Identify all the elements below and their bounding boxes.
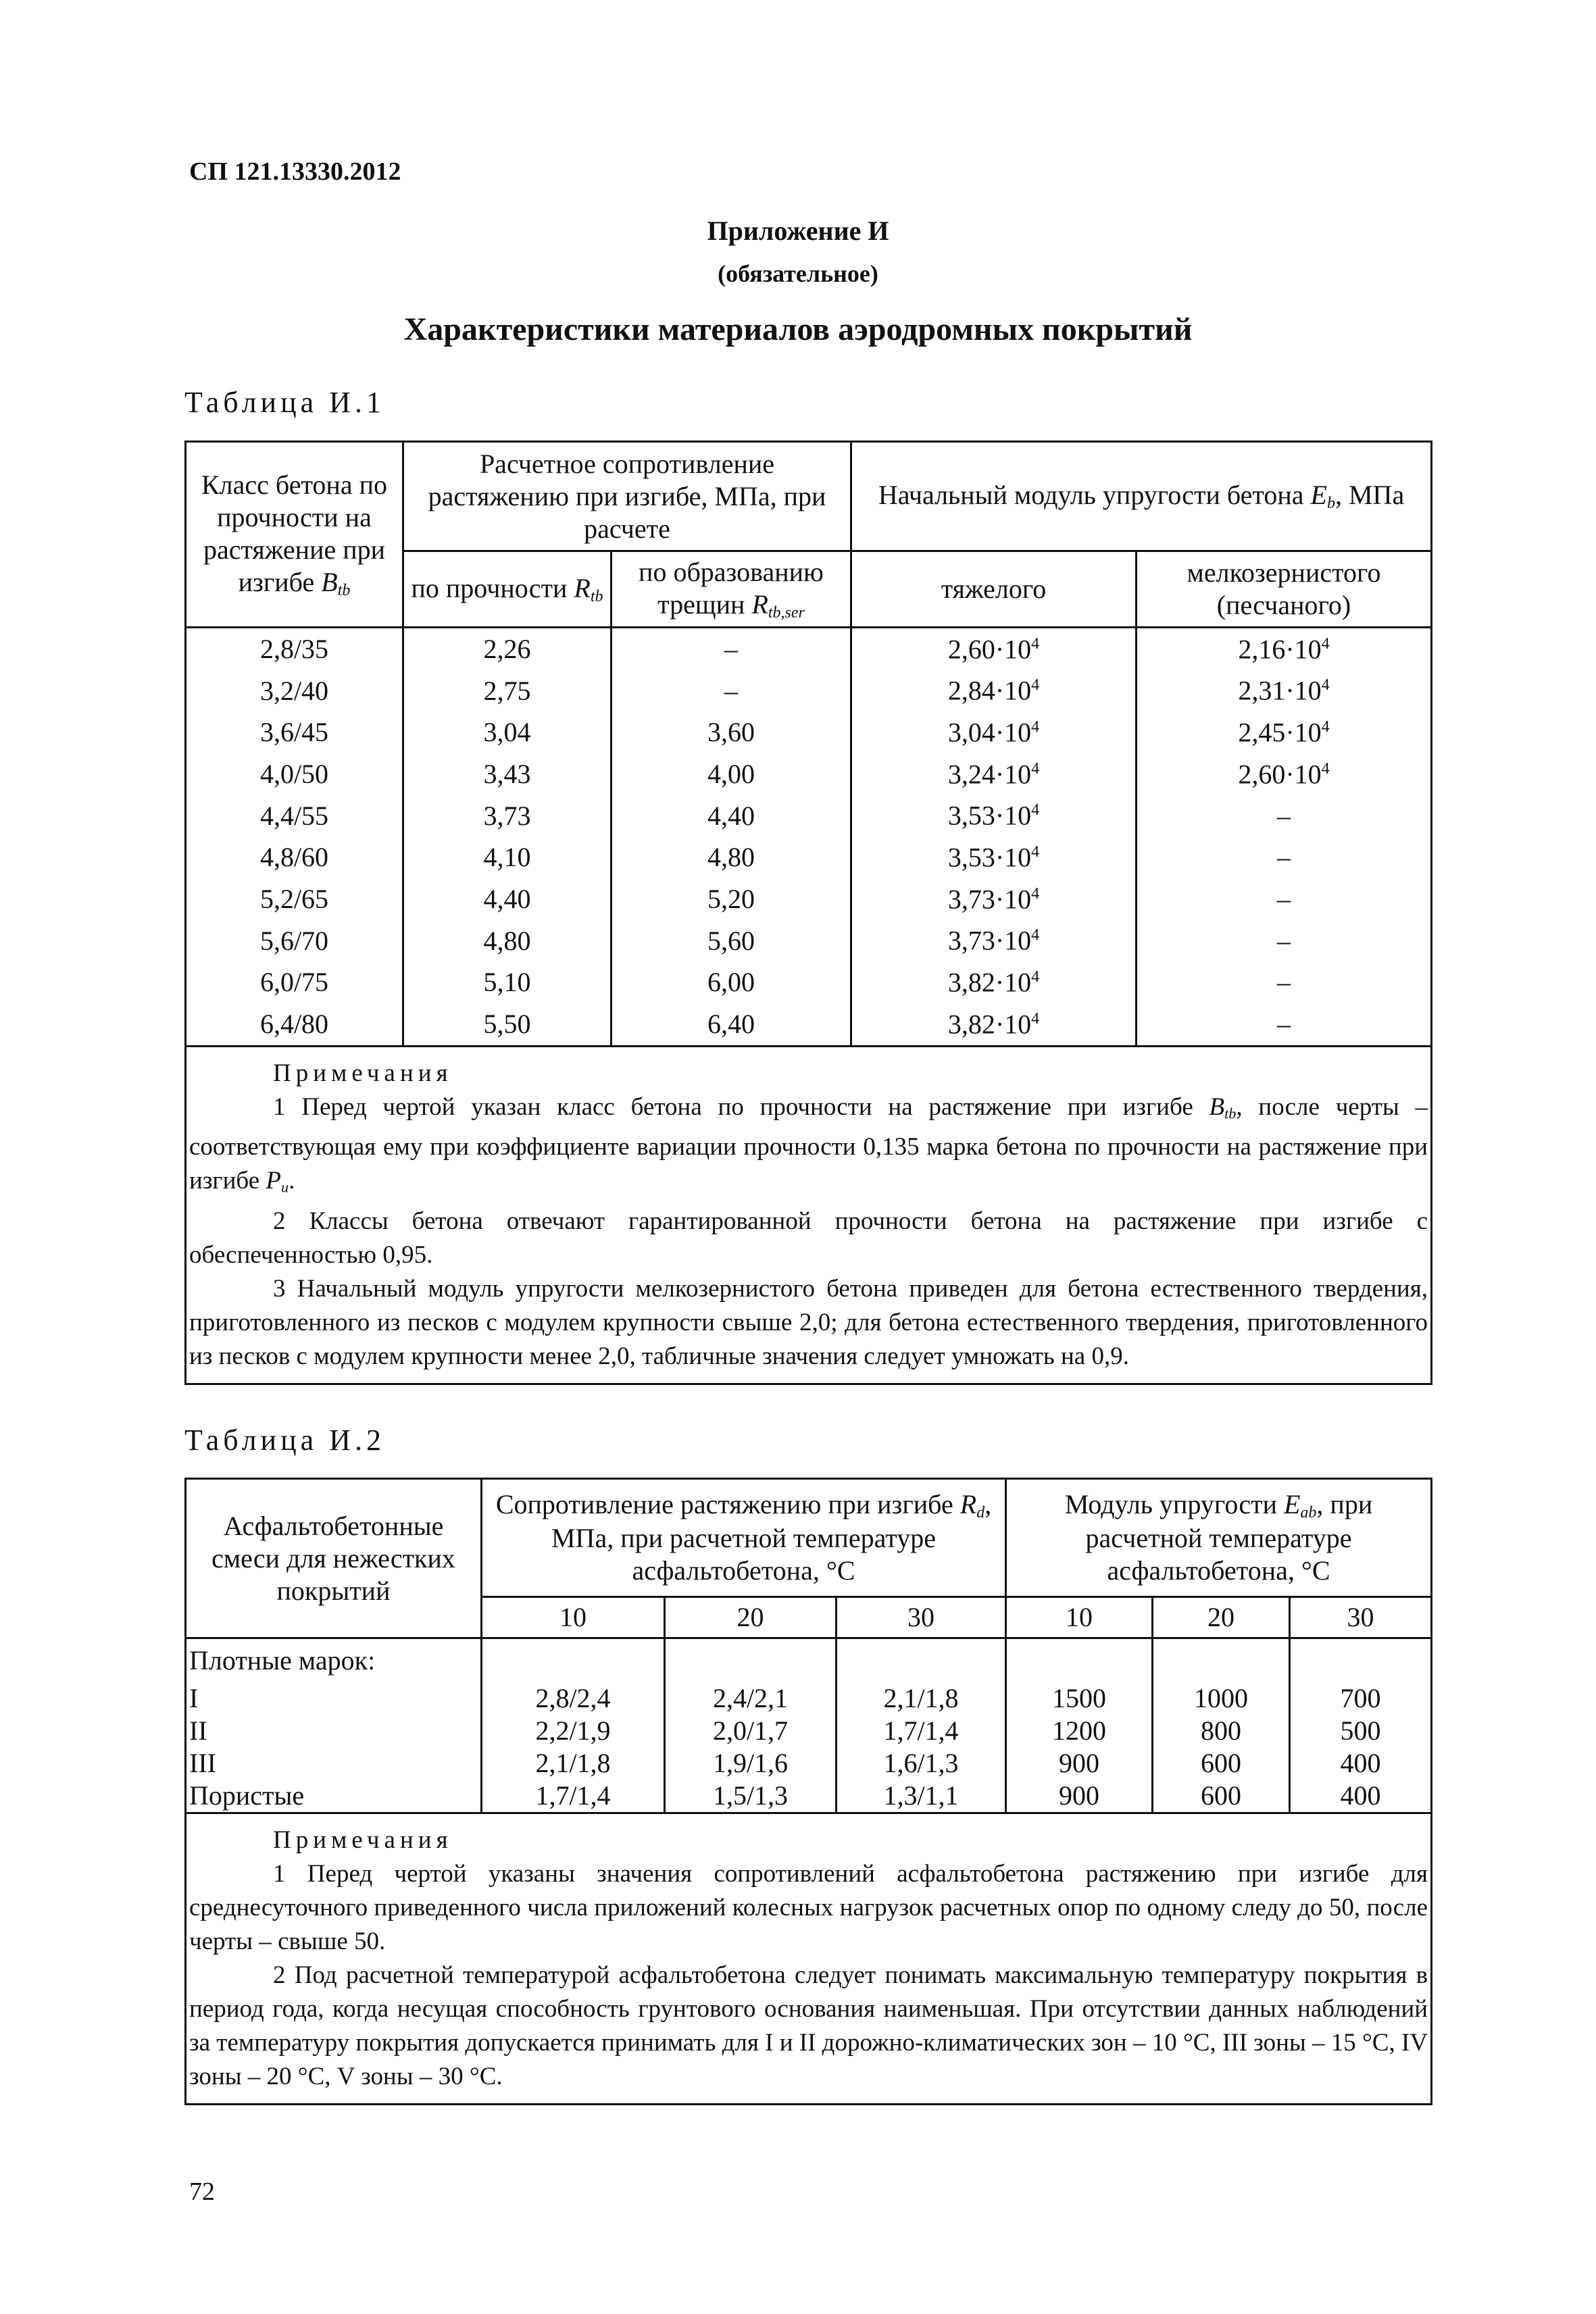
cell-rtb: 2,26 <box>403 628 612 670</box>
exponent: 4 <box>1031 968 1040 986</box>
exponent: 4 <box>1031 1009 1040 1028</box>
cell-rtb: 4,10 <box>403 836 612 878</box>
cell-value: 1,7/1,4 <box>837 1715 1006 1747</box>
cell-rtb: 4,80 <box>403 920 612 962</box>
value: – <box>1277 1009 1291 1040</box>
cell-heavy <box>851 795 1137 837</box>
cell-rtb: 3,73 <box>403 795 612 837</box>
table2-notes <box>186 1813 1432 2105</box>
header-tensile-resistance <box>482 1479 1006 1597</box>
cell-value: 500 <box>1290 1715 1432 1747</box>
table-row <box>186 1638 1432 1683</box>
cell-fine <box>1137 795 1432 837</box>
exponent: 4 <box>1321 759 1330 778</box>
cell-fine <box>1137 836 1432 878</box>
cell-value: 1500 <box>1006 1682 1153 1715</box>
cell-value: 2,1/1,8 <box>482 1747 665 1780</box>
note-var: B <box>1209 1092 1225 1121</box>
note-text: 2 Под расчетной температурой асфальтобетона следует понимать максимальную температуру покрытия в период года, когда несущая способность грунтового основания наименьшая. При отсутствии данных наблюдений за температуру покрытия допускается принимать для I и II дорожно-климатических зон – 10 °С, III зоны – 15 °С, IV зоны – 20 °С, V зоны – 30 °С. <box>189 1961 1428 2090</box>
note-item <box>189 1959 1428 2094</box>
header-text: , при расчетной температуре асфальтобетона, °С <box>1085 1488 1373 1586</box>
table2-caption: Таблица И.2 <box>184 1424 385 1457</box>
cell-value: 400 <box>1290 1780 1432 1813</box>
note-sub: tb <box>1224 1105 1237 1122</box>
header-fine-grained: мелкозернистого (песчаного) <box>1137 551 1432 628</box>
header-text: по прочности <box>411 572 574 603</box>
header-elastic-modulus <box>851 442 1432 551</box>
sub: ab <box>1300 1503 1317 1521</box>
cell-value: 1200 <box>1006 1715 1153 1747</box>
cell-value: 900 <box>1006 1747 1153 1780</box>
header-text: Класс бетона по прочности на растяжение при изгибе <box>201 469 387 597</box>
exponent: 4 <box>1031 676 1040 695</box>
value: 3,73·10 <box>947 925 1032 956</box>
exponent: 4 <box>1321 718 1330 736</box>
note-text: 2 Классы бетона отвечают гарантированной прочности бетона на растяжение при изгибе с обеспеченностью 0,95. <box>189 1207 1428 1269</box>
value: 2,84·10 <box>947 675 1032 706</box>
cell-rtb: 3,04 <box>403 711 612 753</box>
cell-value: 2,2/1,9 <box>482 1715 665 1747</box>
note-item <box>189 1090 1428 1205</box>
note-text: , после черты – соответствующая ему при коэффициенте вариации прочности 0,135 марка бетона по прочности на растяжение при изгибе <box>189 1092 1428 1195</box>
header-design-resistance: Расчетное сопротивление растяжению при изгибе, МПа, при расчете <box>403 442 851 551</box>
cell-rtb: 4,40 <box>403 878 612 920</box>
sub: d <box>976 1503 985 1521</box>
appendix-title: Приложение И <box>707 216 889 246</box>
header-elastic-modulus <box>1006 1479 1432 1597</box>
table-row <box>186 920 1432 962</box>
cell-value <box>1290 1638 1432 1683</box>
cell-value: 400 <box>1290 1747 1432 1780</box>
cell-heavy <box>851 670 1137 712</box>
value: – <box>1277 883 1291 914</box>
table-row <box>186 1747 1432 1780</box>
exponent: 4 <box>1031 884 1040 903</box>
value: – <box>1277 842 1291 873</box>
value: – <box>1277 925 1291 956</box>
table-row <box>186 1003 1432 1046</box>
cell-rtb: 2,75 <box>403 670 612 712</box>
value: 2,16·10 <box>1238 634 1322 665</box>
note-sub: u <box>281 1178 289 1196</box>
cell-rtbser: 6,00 <box>612 962 851 1004</box>
cell-class: 3,2/40 <box>186 670 403 712</box>
exponent: 4 <box>1031 801 1040 820</box>
page-title: Характеристики материалов аэродромных покрытий <box>403 311 1193 347</box>
document-code: СП 121.13330.2012 <box>189 157 401 186</box>
cell-fine <box>1137 962 1432 1004</box>
value: 3,04·10 <box>947 717 1032 748</box>
cell-value: 600 <box>1153 1780 1290 1813</box>
note-text: 1 Перед чертой указан класс бетона по прочности на растяжение при изгибе <box>273 1092 1210 1121</box>
cell-class: 5,2/65 <box>186 878 403 920</box>
cell-fine <box>1137 711 1432 753</box>
cell-value <box>1006 1638 1153 1683</box>
header-temperature: 10 <box>482 1597 665 1638</box>
cell-heavy <box>851 962 1137 1004</box>
value: 3,82·10 <box>947 1009 1032 1040</box>
note-item <box>189 1205 1428 1272</box>
cell-fine <box>1137 670 1432 712</box>
exponent: 4 <box>1321 634 1330 653</box>
var: E <box>1283 1488 1301 1519</box>
cell-value: 2,4/2,1 <box>665 1682 837 1715</box>
cell-value <box>1153 1638 1290 1683</box>
cell-mix: III <box>186 1747 482 1780</box>
cell-mix: I <box>186 1682 482 1715</box>
cell-value: 700 <box>1290 1682 1432 1715</box>
cell-rtbser: 5,60 <box>612 920 851 962</box>
cell-fine <box>1137 753 1432 795</box>
table-row <box>186 1715 1432 1747</box>
cell-rtbser: 4,80 <box>612 836 851 878</box>
cell-value: 1000 <box>1153 1682 1290 1715</box>
sub: tb <box>590 587 603 605</box>
cell-value <box>482 1638 665 1683</box>
cell-class: 4,8/60 <box>186 836 403 878</box>
table-row <box>186 753 1432 795</box>
table-row <box>186 670 1432 712</box>
cell-class: 6,4/80 <box>186 1003 403 1046</box>
header-temperature: 30 <box>837 1597 1006 1638</box>
table-row <box>186 962 1432 1004</box>
header-asphalt-mix: Асфальтобетонные смеси для нежестких покрытий <box>186 1479 482 1638</box>
cell-mix: Плотные марок: <box>186 1638 482 1683</box>
cell-heavy <box>851 836 1137 878</box>
var: R <box>751 588 768 620</box>
cell-rtbser: 6,40 <box>612 1003 851 1046</box>
sub: tb <box>337 581 351 599</box>
cell-value: 1,3/1,1 <box>837 1780 1006 1813</box>
cell-rtbser: 4,40 <box>612 795 851 837</box>
cell-rtb: 5,50 <box>403 1003 612 1046</box>
cell-fine <box>1137 628 1432 670</box>
exponent: 4 <box>1031 843 1040 861</box>
sub: b <box>1326 495 1335 513</box>
header-text: Модуль упругости <box>1064 1488 1284 1519</box>
table-i2 <box>184 1478 1432 2105</box>
cell-mix: Пористые <box>186 1780 482 1813</box>
header-temperature: 20 <box>1153 1597 1290 1638</box>
cell-value: 1,6/1,3 <box>837 1747 1006 1780</box>
header-heavy: тяжелого <box>851 551 1137 628</box>
table1-notes <box>186 1046 1432 1384</box>
notes-heading: Примечания <box>273 1059 453 1087</box>
cell-fine <box>1137 920 1432 962</box>
cell-fine <box>1137 878 1432 920</box>
cell-mix: II <box>186 1715 482 1747</box>
table-i1 <box>184 441 1432 1385</box>
cell-rtbser: – <box>612 670 851 712</box>
header-concrete-class <box>186 442 403 628</box>
cell-value: 2,1/1,8 <box>837 1682 1006 1715</box>
cell-value: 1,9/1,6 <box>665 1747 837 1780</box>
cell-value <box>837 1638 1006 1683</box>
note-text: 1 Перед чертой указаны значения сопротивлений асфальтобетона растяжению при изгибе для среднесуточного приведенного числа приложений колесных нагрузок расчетных опор по одному следу до 50, после черты – свыше 50. <box>189 1860 1428 1955</box>
cell-heavy <box>851 753 1137 795</box>
value: – <box>1277 800 1291 831</box>
header-text: , МПа, при расчетной температуре асфальтобетона, °С <box>551 1488 992 1586</box>
value: 3,82·10 <box>947 967 1032 998</box>
table-row <box>186 711 1432 753</box>
cell-heavy <box>851 711 1137 753</box>
value: 3,73·10 <box>947 884 1032 915</box>
cell-class: 3,6/45 <box>186 711 403 753</box>
page-number: 72 <box>189 2178 215 2206</box>
header-text: по образованию трещин <box>639 556 824 620</box>
cell-rtbser: 4,00 <box>612 753 851 795</box>
var: R <box>959 1488 977 1519</box>
cell-value: 1,5/1,3 <box>665 1780 837 1813</box>
header-temperature: 30 <box>1290 1597 1432 1638</box>
note-item <box>189 1857 1428 1959</box>
note-text: . <box>289 1167 295 1195</box>
table-row <box>186 878 1432 920</box>
value: 3,53·10 <box>947 842 1032 873</box>
cell-rtb: 3,43 <box>403 753 612 795</box>
header-text: Сопротивление растяжению при изгибе <box>495 1488 960 1519</box>
cell-value: 2,0/1,7 <box>665 1715 837 1747</box>
cell-class: 4,4/55 <box>186 795 403 837</box>
cell-fine <box>1137 1003 1432 1046</box>
appendix-status: (обязательное) <box>718 260 878 287</box>
table-row <box>186 628 1432 670</box>
value: 2,60·10 <box>1238 759 1322 790</box>
note-text: 3 Начальный модуль упругости мелкозернистого бетона приведен для бетона естественного твердения, приготовленного из песков с модулем крупности свыше 2,0; для бетона естественного твердения, приготовленного из песков с модулем крупности менее 2,0, табличные значения следует умножать на 0,9. <box>189 1274 1428 1370</box>
cell-value: 600 <box>1153 1747 1290 1780</box>
cell-heavy <box>851 878 1137 920</box>
value: 3,53·10 <box>947 800 1032 831</box>
var: R <box>574 572 591 603</box>
cell-rtbser: 5,20 <box>612 878 851 920</box>
cell-value: 800 <box>1153 1715 1290 1747</box>
exponent: 4 <box>1031 926 1040 945</box>
sub: tb,ser <box>768 603 805 622</box>
value: 2,60·10 <box>947 634 1032 665</box>
cell-class: 5,6/70 <box>186 920 403 962</box>
table-row <box>186 1682 1432 1715</box>
table-row <box>186 836 1432 878</box>
cell-rtb: 5,10 <box>403 962 612 1004</box>
header-strength <box>403 551 612 628</box>
value: 2,45·10 <box>1238 717 1322 748</box>
header-temperature: 10 <box>1006 1597 1153 1638</box>
unit: , МПа <box>1335 480 1405 511</box>
header-temperature: 20 <box>665 1597 837 1638</box>
cell-value <box>665 1638 837 1683</box>
var: E <box>1310 480 1327 511</box>
cell-value: 1,7/1,4 <box>482 1780 665 1813</box>
cell-rtbser: – <box>612 628 851 670</box>
cell-class: 2,8/35 <box>186 628 403 670</box>
note-item <box>189 1272 1428 1374</box>
cell-value: 900 <box>1006 1780 1153 1813</box>
cell-value: 2,8/2,4 <box>482 1682 665 1715</box>
value: 2,31·10 <box>1238 675 1322 706</box>
value: 3,24·10 <box>947 759 1032 790</box>
notes-heading: Примечания <box>273 1826 453 1854</box>
note-var: P <box>266 1167 282 1195</box>
cell-class: 4,0/50 <box>186 753 403 795</box>
cell-heavy <box>851 920 1137 962</box>
cell-heavy <box>851 628 1137 670</box>
header-text: Начальный модуль упругости бетона <box>878 480 1311 511</box>
table1-caption: Таблица И.1 <box>184 386 385 419</box>
exponent: 4 <box>1031 718 1040 736</box>
exponent: 4 <box>1031 759 1040 778</box>
exponent: 4 <box>1321 676 1330 695</box>
value: – <box>1277 967 1291 998</box>
table-row <box>186 1780 1432 1813</box>
var: B <box>321 566 338 597</box>
cell-rtbser: 3,60 <box>612 711 851 753</box>
cell-class: 6,0/75 <box>186 962 403 1004</box>
table-row <box>186 795 1432 837</box>
header-cracking <box>612 551 851 628</box>
exponent: 4 <box>1031 634 1040 653</box>
cell-heavy <box>851 1003 1137 1046</box>
